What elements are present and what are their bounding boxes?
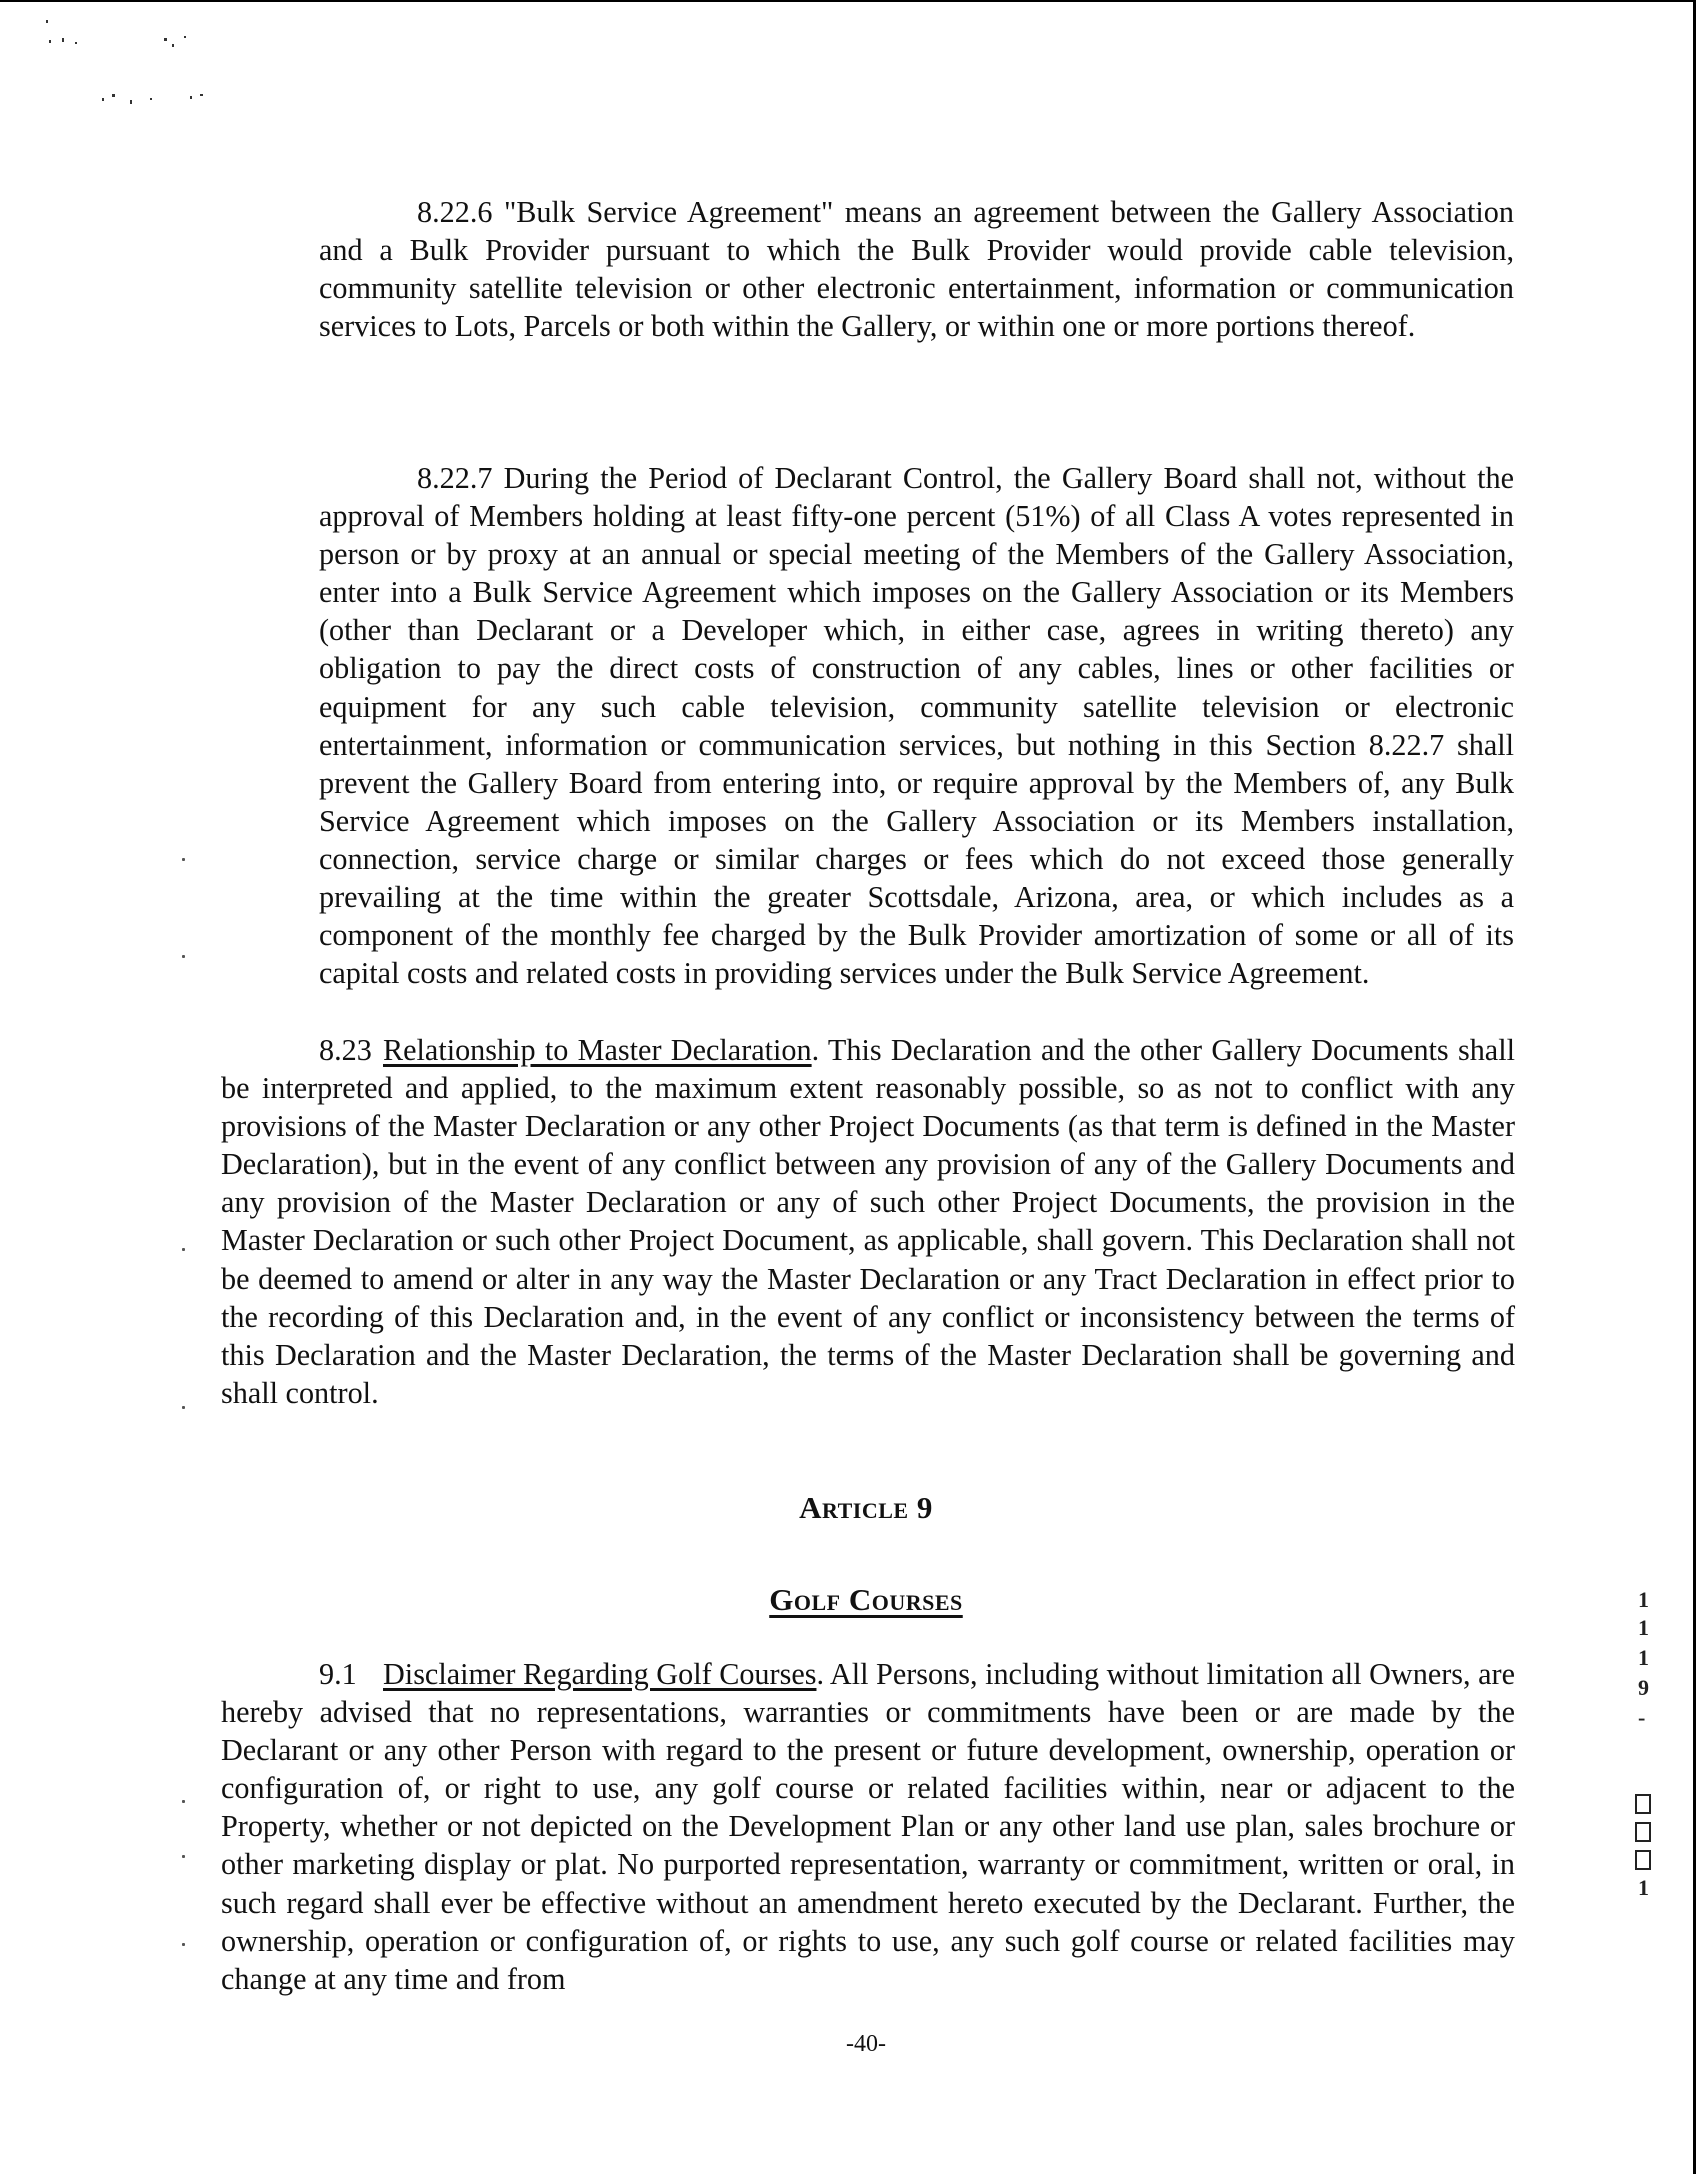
section-number: 8.23 xyxy=(319,1033,372,1067)
section-number: 9.1 xyxy=(319,1657,357,1691)
svg-text:1: 1 xyxy=(1638,1645,1649,1670)
margin-speck xyxy=(182,955,185,958)
section-heading: Golf Courses xyxy=(769,1582,963,1617)
recording-number-stamp xyxy=(1630,1585,1660,1915)
paragraph-9-1 xyxy=(221,1655,1515,1998)
svg-text:1: 1 xyxy=(1638,1615,1649,1640)
margin-speck xyxy=(182,858,185,861)
svg-text:-: - xyxy=(1638,1705,1646,1730)
margin-speck xyxy=(182,1800,185,1803)
svg-text:9: 9 xyxy=(1638,1675,1649,1700)
paragraph-8-23 xyxy=(221,1031,1515,1412)
section-body: . This Declaration and the other Gallery Documents shall be interpreted and applied, to the maximum extent reasonably possible, so as not to conflict with any provisions of the Master Declaration or any other Project Documents (as that term is defined in the Master Declaration), but in the event of any conflict between any provision of any of the Gallery Documents and any provision of the Master Declaration or any of such other Project Documents, the provision in the Master Declaration or such other Project Document, as applicable, shall govern. This Declaration shall not be deemed to amend or alter in any way the Master Declaration or any Tract Declaration in effect prior to the recording of this Declaration and, in the event of any conflict or inconsistency between the terms of this Declaration and the Master Declaration, the terms of the Master Declaration shall be governing and shall control. xyxy=(221,1033,1515,1410)
paragraph-8-22-6: 8.22.6 "Bulk Service Agreement" means an agreement between the Gallery Association and a Bulk Provider pursuant to which the Bulk Provider would provide cable television, community satellite television or other electronic entertainment, information or communication services to Lots, Parcels or both within the Gallery, or within one or more portions thereof. xyxy=(319,195,1514,344)
article-heading: Article 9 xyxy=(799,1490,933,1525)
section-title: Relationship to Master Declaration xyxy=(383,1033,812,1067)
margin-speck xyxy=(182,1855,185,1858)
section-title: Disclaimer Regarding Golf Courses xyxy=(383,1657,817,1691)
paragraph-8-22-7: 8.22.7 During the Period of Declarant Control, the Gallery Board shall not, without the approval of Members holding at least fifty-one percent (51%) of all Class A votes represented in person or by proxy at an annual or special meeting of the Members of the Gallery Association, enter into a Bulk Service Agreement which imposes on the Gallery Association or its Members (other than Declarant or a Developer which, in either case, agrees in writing thereto) any obligation to pay the direct costs of construction of any cables, lines or other facilities or equipment for any such cable television, community satellite television or electronic entertainment, information or communication services, but nothing in this Section 8.22.7 shall prevent the Gallery Board from entering into, or require approval by the Members of, any Bulk Service Agreement which imposes on the Gallery Association or its Members installation, connection, service charge or similar charges or fees which do not exceed those generally prevailing at the time within the greater Scottsdale, Arizona, area, or which includes as a component of the monthly fee charged by the Bulk Provider amortization of some or all of its capital costs and related costs in providing services under the Bulk Service Agreement. xyxy=(319,461,1514,991)
margin-speck xyxy=(182,1943,185,1946)
section-body: . All Persons, including without limitation all Owners, are hereby advised that no representations, warranties or commitments have been or are made by the Declarant or any other Person with regard to the present or future development, ownership, operation or configuration of, or right to use, any golf course or related facilities within, near or adjacent to the Property, whether or not depicted on the Development Plan or any other land use plan, sales brochure or other marketing display or plat. No purported representation, warranty or commitment, written or oral, in such regard shall ever be effective without an amendment hereto executed by the Declarant. Further, the ownership, operation or configuration of, or rights to use, any such golf course or related facilities may change at any time and from xyxy=(221,1657,1515,1996)
page-number: -40- xyxy=(846,2031,886,2057)
scan-specks xyxy=(40,20,240,120)
margin-speck xyxy=(182,1248,185,1251)
scan-edge-top xyxy=(0,0,1696,2)
svg-text:1: 1 xyxy=(1638,1587,1649,1612)
svg-text:1: 1 xyxy=(1638,1875,1649,1900)
margin-speck xyxy=(182,1406,185,1409)
